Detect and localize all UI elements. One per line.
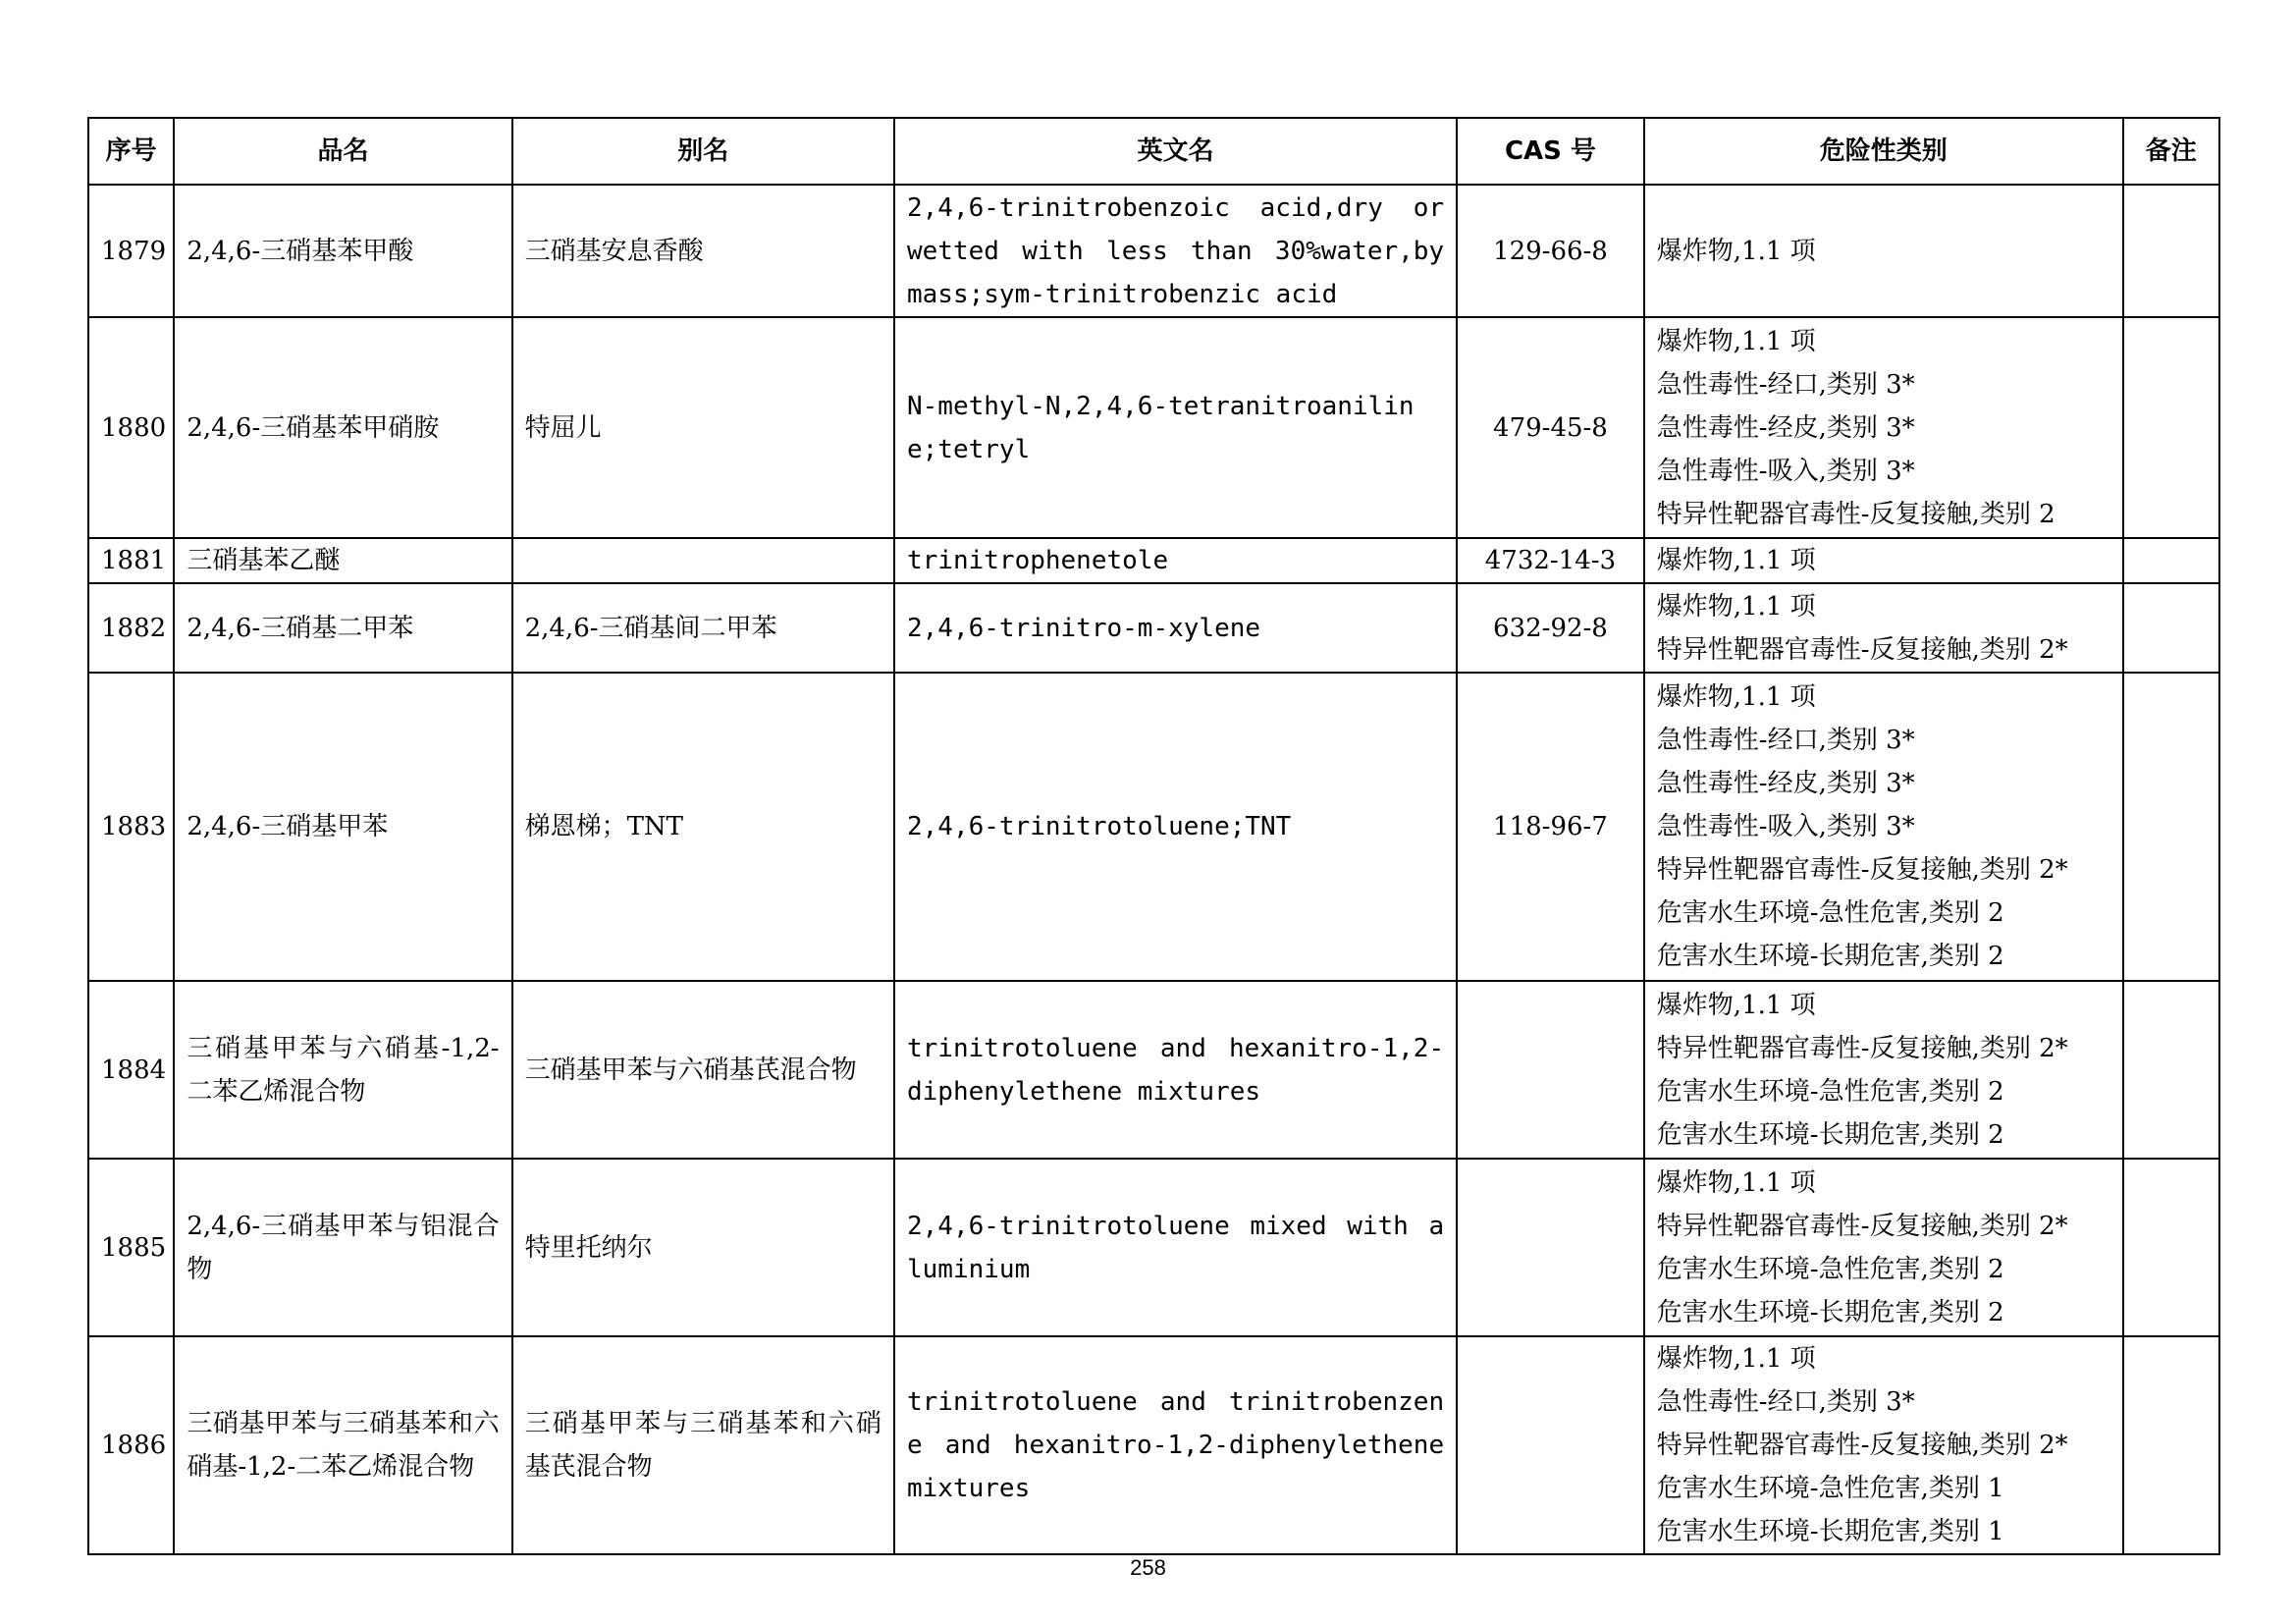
cell-cas xyxy=(1457,1159,1644,1336)
hazard-item: 急性毒性-经口,类别 3* xyxy=(1656,1387,1915,1417)
cell-cas: 118-96-7 xyxy=(1457,673,1644,981)
hazard-item: 危害水生环境-急性危害,类别 2 xyxy=(1656,1254,2004,1284)
chemical-table xyxy=(87,117,2220,1555)
table-row xyxy=(88,981,2219,1159)
cell-hazards xyxy=(1644,981,2123,1159)
cell-name: 三硝基甲苯与三硝基苯和六硝基-1,2-二苯乙烯混合物 xyxy=(174,1336,511,1554)
cell-alias: 三硝基甲苯与六硝基芪混合物 xyxy=(512,981,894,1159)
cell-cas: 479-45-8 xyxy=(1457,317,1644,538)
cell-english: 2,4,6-trinitrotoluene;TNT xyxy=(894,673,1457,981)
hazard-item: 爆炸物,1.1 项 xyxy=(1656,591,1816,622)
cell-hazards xyxy=(1644,1159,2123,1336)
cell-name: 三硝基甲苯与六硝基-1,2-二苯乙烯混合物 xyxy=(174,981,511,1159)
cell-cas xyxy=(1457,981,1644,1159)
cell-note xyxy=(2123,583,2219,673)
cell-alias: 三硝基甲苯与三硝基苯和六硝基芪混合物 xyxy=(512,1336,894,1554)
cell-english: 2,4,6-trinitrobenzoic acid,dry or wetted with less than 30%water,by mass;sym-trinitrobenzic acid xyxy=(894,185,1457,317)
cell-cas xyxy=(1457,1336,1644,1554)
cell-hazards xyxy=(1644,673,2123,981)
cell-note xyxy=(2123,538,2219,583)
cell-cas: 129-66-8 xyxy=(1457,185,1644,317)
header-cas: CAS 号 xyxy=(1457,118,1644,185)
cell-hazards xyxy=(1644,317,2123,538)
cell-hazards xyxy=(1644,583,2123,673)
cell-note xyxy=(2123,673,2219,981)
hazard-item: 特异性靶器官毒性-反复接触,类别 2 xyxy=(1656,499,2056,529)
cell-hazards xyxy=(1644,1336,2123,1554)
cell-hazards xyxy=(1644,538,2123,583)
cell-num: 1884 xyxy=(88,981,174,1159)
hazard-item: 危害水生环境-长期危害,类别 1 xyxy=(1656,1517,2004,1546)
hazard-item: 急性毒性-吸入,类别 3* xyxy=(1656,812,1915,841)
cell-alias xyxy=(512,538,894,583)
cell-num: 1882 xyxy=(88,583,174,673)
hazard-item: 危害水生环境-急性危害,类别 1 xyxy=(1656,1474,2004,1503)
cell-name: 2,4,6-三硝基苯甲硝胺 xyxy=(174,317,511,538)
cell-num: 1881 xyxy=(88,538,174,583)
cell-cas: 4732-14-3 xyxy=(1457,538,1644,583)
cell-num: 1883 xyxy=(88,673,174,981)
hazard-item: 危害水生环境-长期危害,类别 2 xyxy=(1656,1119,2004,1150)
cell-english: trinitrotoluene and hexanitro-1,2-diphenylethene mixtures xyxy=(894,981,1457,1159)
cell-alias: 梯恩梯；TNT xyxy=(512,673,894,981)
cell-note xyxy=(2123,317,2219,538)
cell-english: trinitrotoluene and trinitrobenzene and hexanitro-1,2-diphenylethene mixtures xyxy=(894,1336,1457,1554)
cell-num: 1879 xyxy=(88,185,174,317)
hazard-item: 特异性靶器官毒性-反复接触,类别 2* xyxy=(1656,1211,2068,1241)
hazard-item: 特异性靶器官毒性-反复接触,类别 2* xyxy=(1656,1033,2068,1063)
header-num: 序号 xyxy=(88,118,174,185)
hazard-item: 爆炸物,1.1 项 xyxy=(1656,1167,1816,1198)
cell-name: 2,4,6-三硝基二甲苯 xyxy=(174,583,511,673)
cell-english: N-methyl-N,2,4,6-tetranitroaniline;tetryl xyxy=(894,317,1457,538)
hazard-item: 危害水生环境-长期危害,类别 2 xyxy=(1656,942,2004,971)
header-note: 备注 xyxy=(2123,118,2219,185)
table-row xyxy=(88,538,2219,583)
cell-num: 1880 xyxy=(88,317,174,538)
table-row xyxy=(88,317,2219,538)
cell-alias: 2,4,6-三硝基间二甲苯 xyxy=(512,583,894,673)
hazard-item: 急性毒性-吸入,类别 3* xyxy=(1656,456,1915,486)
hazard-item: 危害水生环境-长期危害,类别 2 xyxy=(1656,1297,2004,1327)
table-header-row xyxy=(88,118,2219,185)
cell-note xyxy=(2123,185,2219,317)
hazard-item: 爆炸物,1.1 项 xyxy=(1656,326,1816,356)
header-english: 英文名 xyxy=(894,118,1457,185)
hazard-item: 急性毒性-经皮,类别 3* xyxy=(1656,769,1915,798)
hazard-item: 爆炸物,1.1 项 xyxy=(1656,236,1816,266)
cell-cas: 632-92-8 xyxy=(1457,583,1644,673)
hazard-item: 急性毒性-经皮,类别 3* xyxy=(1656,412,1915,443)
hazard-item: 特异性靶器官毒性-反复接触,类别 2* xyxy=(1656,855,2068,885)
cell-alias: 特里托纳尔 xyxy=(512,1159,894,1336)
cell-num: 1885 xyxy=(88,1159,174,1336)
table-body xyxy=(88,185,2219,1554)
cell-english: 2,4,6-trinitrotoluene mixed with aluminium xyxy=(894,1159,1457,1336)
page-number: 258 xyxy=(1130,1555,1166,1580)
cell-num: 1886 xyxy=(88,1336,174,1554)
cell-alias: 特屈儿 xyxy=(512,317,894,538)
cell-name: 2,4,6-三硝基甲苯与铝混合物 xyxy=(174,1159,511,1336)
hazard-item: 爆炸物,1.1 项 xyxy=(1656,990,1816,1020)
cell-name: 2,4,6-三硝基苯甲酸 xyxy=(174,185,511,317)
table-row xyxy=(88,673,2219,981)
hazard-item: 急性毒性-经口,类别 3* xyxy=(1656,726,1915,755)
cell-note xyxy=(2123,981,2219,1159)
hazard-item: 爆炸物,1.1 项 xyxy=(1656,546,1816,575)
hazard-item: 急性毒性-经口,类别 3* xyxy=(1656,369,1915,400)
table-row xyxy=(88,185,2219,317)
cell-english: 2,4,6-trinitro-m-xylene xyxy=(894,583,1457,673)
hazard-item: 危害水生环境-急性危害,类别 2 xyxy=(1656,898,2004,928)
cell-alias: 三硝基安息香酸 xyxy=(512,185,894,317)
hazard-item: 特异性靶器官毒性-反复接触,类别 2* xyxy=(1656,1431,2068,1460)
hazard-item: 危害水生环境-急性危害,类别 2 xyxy=(1656,1076,2004,1107)
cell-name: 2,4,6-三硝基甲苯 xyxy=(174,673,511,981)
table-row xyxy=(88,1159,2219,1336)
table-row xyxy=(88,1336,2219,1554)
table-row xyxy=(88,583,2219,673)
cell-english: trinitrophenetole xyxy=(894,538,1457,583)
header-name: 品名 xyxy=(174,118,511,185)
cell-hazards xyxy=(1644,185,2123,317)
header-hazard: 危险性类别 xyxy=(1644,118,2123,185)
cell-note xyxy=(2123,1159,2219,1336)
hazard-item: 爆炸物,1.1 项 xyxy=(1656,1344,1816,1374)
cell-name: 三硝基苯乙醚 xyxy=(174,538,511,583)
header-alias: 别名 xyxy=(512,118,894,185)
hazard-item: 特异性靶器官毒性-反复接触,类别 2* xyxy=(1656,634,2068,665)
cell-note xyxy=(2123,1336,2219,1554)
hazard-item: 爆炸物,1.1 项 xyxy=(1656,682,1816,712)
